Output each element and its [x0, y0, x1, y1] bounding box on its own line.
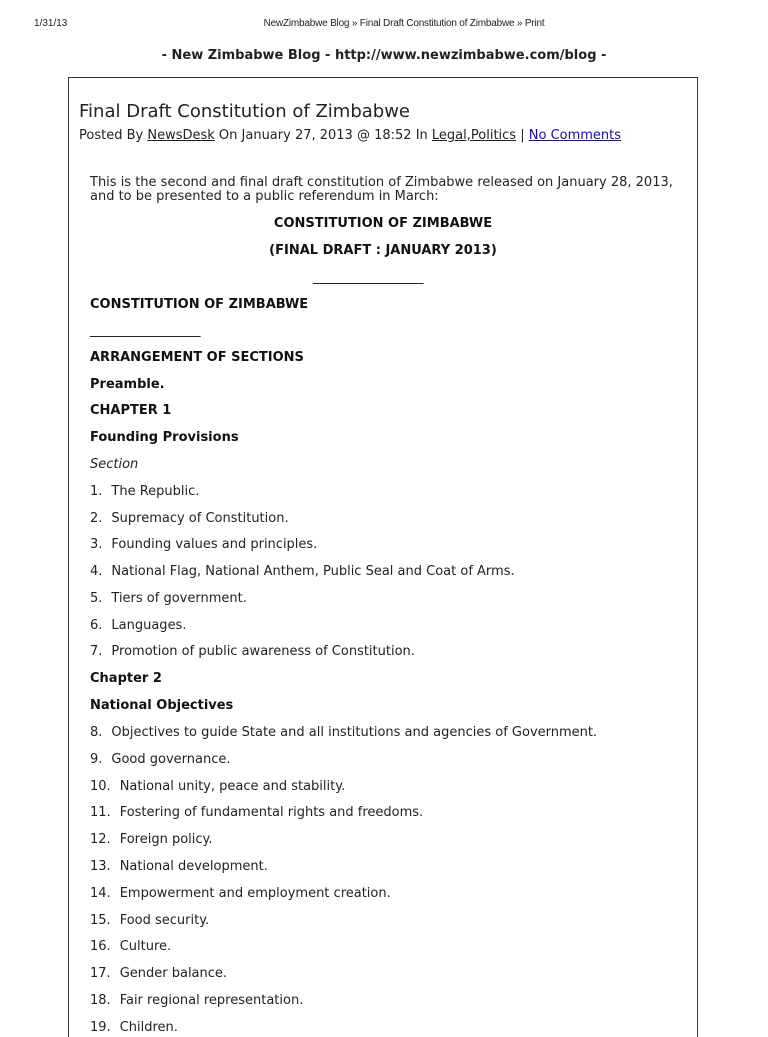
section-list-item — [90, 591, 247, 606]
section-number: 10. — [90, 778, 111, 794]
arrangement-heading: ARRANGEMENT OF SECTIONS — [90, 350, 304, 365]
divider-rule: _________________ — [90, 323, 201, 338]
print-header — [0, 18, 768, 32]
section-title: Good governance. — [111, 751, 231, 767]
section-title: National development. — [119, 859, 268, 874]
section-number: 3. — [90, 537, 103, 553]
preamble-heading: Preamble. — [90, 377, 165, 392]
section-list-item — [90, 832, 213, 847]
section-list-item — [90, 886, 391, 901]
meta-separator: | — [520, 128, 525, 143]
section-list-item — [90, 1020, 178, 1035]
section-number: 1. — [90, 484, 103, 499]
print-page-title: NewZimbabwe Blog » Final Draft Constitution of Zimbabwe » Print — [263, 18, 545, 29]
section-list-item — [90, 805, 423, 820]
post-title: Final Draft Constitution of Zimbabwe — [79, 101, 411, 122]
chapter-1-title: Founding Provisions — [90, 430, 239, 445]
section-number: 2. — [90, 510, 103, 526]
section-list-item — [90, 993, 303, 1008]
section-number: 18. — [90, 993, 111, 1008]
section-title: Promotion of public awareness of Constitution. — [111, 644, 415, 660]
post-date: On January 27, 2013 @ 18:52 In — [218, 128, 428, 143]
divider-rule: _________________ — [313, 270, 424, 285]
section-title: Culture. — [119, 939, 172, 955]
section-title: National unity, peace and stability. — [119, 778, 346, 794]
section-title: Empowerment and employment creation. — [119, 885, 391, 901]
final-draft-heading: (FINAL DRAFT : JANUARY 2013) — [269, 243, 497, 258]
section-list-item — [90, 913, 209, 928]
posted-by-label: Posted By — [79, 128, 144, 143]
section-number: 19. — [90, 1019, 111, 1035]
section-title: The Republic. — [111, 484, 200, 499]
section-list-item — [90, 511, 289, 526]
section-number: 7. — [90, 644, 103, 660]
author-link[interactable]: NewsDesk — [147, 128, 215, 143]
section-list-item — [90, 564, 515, 579]
section-list-item — [90, 484, 199, 499]
section-number: 14. — [90, 885, 111, 901]
section-list-item — [90, 725, 597, 740]
section-title: Founding values and principles. — [111, 537, 318, 553]
section-number: 4. — [90, 564, 103, 580]
section-number: 8. — [90, 725, 103, 740]
section-number: 17. — [90, 966, 111, 982]
section-title: Languages. — [111, 617, 187, 633]
section-list-item — [90, 859, 268, 874]
section-number: 5. — [90, 590, 103, 606]
intro-paragraph: This is the second and final draft constitution of Zimbabwe released on January 28, 2013, and to be presented to a public referendum in March: — [90, 175, 673, 204]
constitution-subheading: CONSTITUTION OF ZIMBABWE — [90, 297, 309, 312]
section-number: 16. — [90, 939, 111, 955]
chapter-2-heading: Chapter 2 — [90, 671, 162, 686]
section-title: Tiers of government. — [111, 590, 247, 606]
section-title: Gender balance. — [119, 966, 228, 982]
section-list-item — [90, 618, 186, 633]
chapter-2-title: National Objectives — [90, 698, 234, 713]
print-date: 1/31/13 — [34, 18, 68, 29]
section-title: Foreign policy. — [119, 832, 213, 848]
chapter-1-heading: CHAPTER 1 — [90, 403, 172, 418]
section-list-item — [90, 752, 231, 767]
comments-link[interactable]: No Comments — [528, 128, 622, 143]
section-title: Fostering of fundamental rights and freedoms. — [119, 805, 424, 821]
section-list-item — [90, 939, 171, 954]
section-number: 13. — [90, 859, 111, 874]
constitution-heading: CONSTITUTION OF ZIMBABWE — [273, 216, 493, 231]
section-list-item — [90, 644, 415, 659]
section-number: 12. — [90, 832, 111, 848]
section-number: 11. — [90, 805, 111, 821]
section-number: 9. — [90, 751, 103, 767]
post-meta — [79, 128, 621, 143]
section-list-item — [90, 779, 345, 794]
section-list-item — [90, 537, 317, 552]
section-title: Objectives to guide State and all institutions and agencies of Government. — [111, 725, 598, 740]
section-title: National Flag, National Anthem, Public Seal and Coat of Arms. — [111, 564, 515, 580]
section-title: Food security. — [119, 912, 210, 928]
site-title: - New Zimbabwe Blog - http://www.newzimbabwe.com/blog - — [161, 48, 607, 63]
section-number: 15. — [90, 912, 111, 928]
section-title: Supremacy of Constitution. — [111, 510, 289, 526]
section-number: 6. — [90, 617, 103, 633]
section-list-item — [90, 966, 227, 981]
section-title: Fair regional representation. — [119, 993, 304, 1008]
section-title: Children. — [119, 1019, 178, 1035]
section-label: Section — [90, 457, 139, 472]
categories-link[interactable]: Legal,Politics — [431, 128, 517, 143]
